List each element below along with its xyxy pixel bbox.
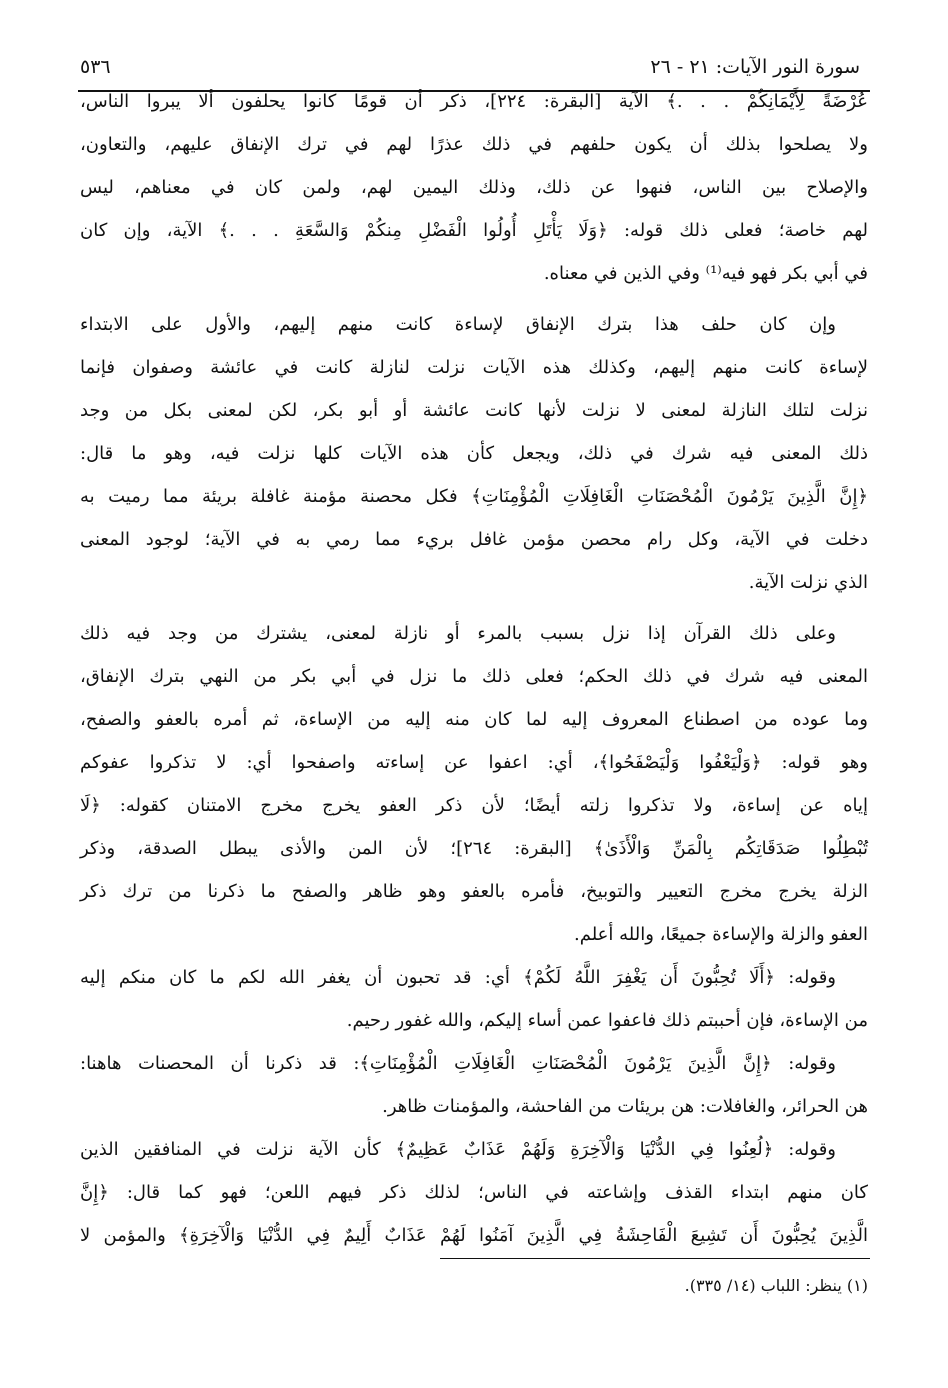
footnote: (١) ينظر: اللباب (١٤/ ٣٣٥). [684, 1276, 868, 1295]
text-line: الَّذِينَ يُحِبُّونَ أَن تَشِيعَ الْفَاحِشَةُ فِي الَّذِينَ آمَنُوا لَهُمْ عَذَابٌ أَلِيمٌ فِي الدُّنْيَا وَالْآخِرَةِ﴾ والمؤمن لا [80, 1225, 868, 1246]
text-line: وما عوده من اصطناع المعروف إليه لما كان منه إليه من الإساءة، ثم أمره بالعفو والصفح، [80, 709, 868, 730]
running-title: سورة النور الآيات: ٢١ - ٢٦ [650, 56, 860, 78]
text-line: إياه عن إساءة، ولا تذكروا زلته أيضًا؛ لأن ذكر العفو يخرج مخرج الامتنان كقوله: ﴿لَا [80, 795, 868, 816]
text-line: هن الحرائر، والغافلات: هن بريئات من الفاحشة، والمؤمنات ظاهر. [382, 1096, 868, 1117]
text-line: نزلت لتلك النازلة لمعنى لا نزلت لأنها كانت عائشة أو أبو بكر، لكن لمعنى بكل من وجد [80, 400, 868, 421]
text-line: عُرْضَةً لِأَيْمَانِكُمْ . . .﴾ الآية [البقرة: ٢٢٤]، ذكر أن قومًا كانوا يحلفون ألا يبروا الناس، [80, 91, 868, 112]
text-line: وقوله: ﴿أَلَا تُحِبُّونَ أَن يَغْفِرَ اللَّهُ لَكُمْ﴾ أي: قد تحبون أن يغفر الله لكم ما كان منكم إليه [80, 967, 836, 988]
text-line: ﴿إِنَّ الَّذِينَ يَرْمُونَ الْمُحْصَنَاتِ الْغَافِلَاتِ الْمُؤْمِنَاتِ﴾ فكل محصنة مؤمنة غافلة بريئة مما رميت به [80, 486, 868, 507]
text-line: دخلت في الآية، وكل رام محصن مؤمن غافل بريء مما رمي به في الآية؛ لوجود المعنى [80, 529, 868, 550]
text-line: في أبي بكر فهو فيه⁽¹⁾ وفي الذين في معناه. [543, 263, 868, 284]
text-line: وقوله: ﴿لُعِنُوا فِي الدُّنْيَا وَالْآخِرَةِ وَلَهُمْ عَذَابٌ عَظِيمٌ﴾ كأن الآية نزلت في المنافقين الذين [80, 1139, 836, 1160]
text-line: وعلى ذلك القرآن إذا نزل بسبب بالمرء أو نازلة لمعنى، يشترك من وجد فيه ذلك [80, 623, 837, 644]
text-line: وهو قوله: ﴿وَلْيَعْفُوا وَلْيَصْفَحُوا﴾، أي: اعفوا عن إساءته واصفحوا أي: لا تذكروا عفوكم [80, 752, 868, 773]
text-line: وإن كان حلف هذا بترك الإنفاق لإساءة كانت منهم إليهم، والأول على الابتداء [80, 314, 836, 335]
body-text [80, 80, 868, 1257]
text-line: تُبْطِلُوا صَدَقَاتِكُم بِالْمَنِّ وَالْأَذَىٰ﴾ [البقرة: ٢٦٤]؛ لأن المن والأذى يبطل الصدقة، وذكر [80, 838, 869, 859]
text-line: كان منهم ابتداء القذف وإشاعته في الناس؛ لذلك ذكر فيهم اللعن؛ فهو كما قال: ﴿إِنَّ [80, 1182, 868, 1203]
text-line: والإصلاح بين الناس، فنهوا عن ذلك، وذلك اليمين لهم، ولمن كان في معناهم، ليس [80, 177, 868, 198]
text-line: وقوله: ﴿إِنَّ الَّذِينَ يَرْمُونَ الْمُحْصَنَاتِ الْغَافِلَاتِ الْمُؤْمِنَاتِ﴾: قد ذكرنا أن المحصنات هاهنا: [80, 1053, 836, 1074]
footnote-rule [440, 1258, 870, 1259]
page-number: ٥٣٦ [80, 56, 111, 78]
text-line: لإساءة كانت منهم إليهم، وكذلك هذه الآيات نزلت لنازلة كانت في عائشة وصفوان فإنما [80, 357, 868, 378]
text-line: الذي نزلت الآية. [748, 572, 868, 593]
text-line: ذلك المعنى فيه شرك في ذلك، ويجعل كأن هذه الآيات كلها نزلت فيه، وهو ما قال: [80, 443, 868, 464]
text-line: العفو والزلة والإساءة جميعًا، والله أعلم. [574, 924, 868, 945]
text-line: المعنى فيه شرك في ذلك الحكم؛ فعلى ذلك ما نزل في أبي بكر من النهي بترك الإنفاق، [80, 666, 868, 687]
text-line: لهم خاصة؛ فعلى ذلك قوله: ﴿وَلَا يَأْتَلِ أُولُوا الْفَضْلِ مِنكُمْ وَالسَّعَةِ . . .﴾ الآية، وإن كان [80, 220, 868, 241]
text-line: ولا يصلحوا بذلك أن يكون حلفهم في ذلك عذرًا لهم في ترك الإنفاق عليهم، والتعاون، [80, 134, 868, 155]
text-line: الزلة يخرج مخرج التعيير والتوبيخ، فأمره بالعفو وهو ظاهر والصفح ما ذكرنا من ترك ذكر [80, 881, 868, 902]
text-line: من الإساءة، فإن أحببتم ذلك فاعفوا عمن أساء إليكم، والله غفور رحيم. [346, 1010, 868, 1031]
